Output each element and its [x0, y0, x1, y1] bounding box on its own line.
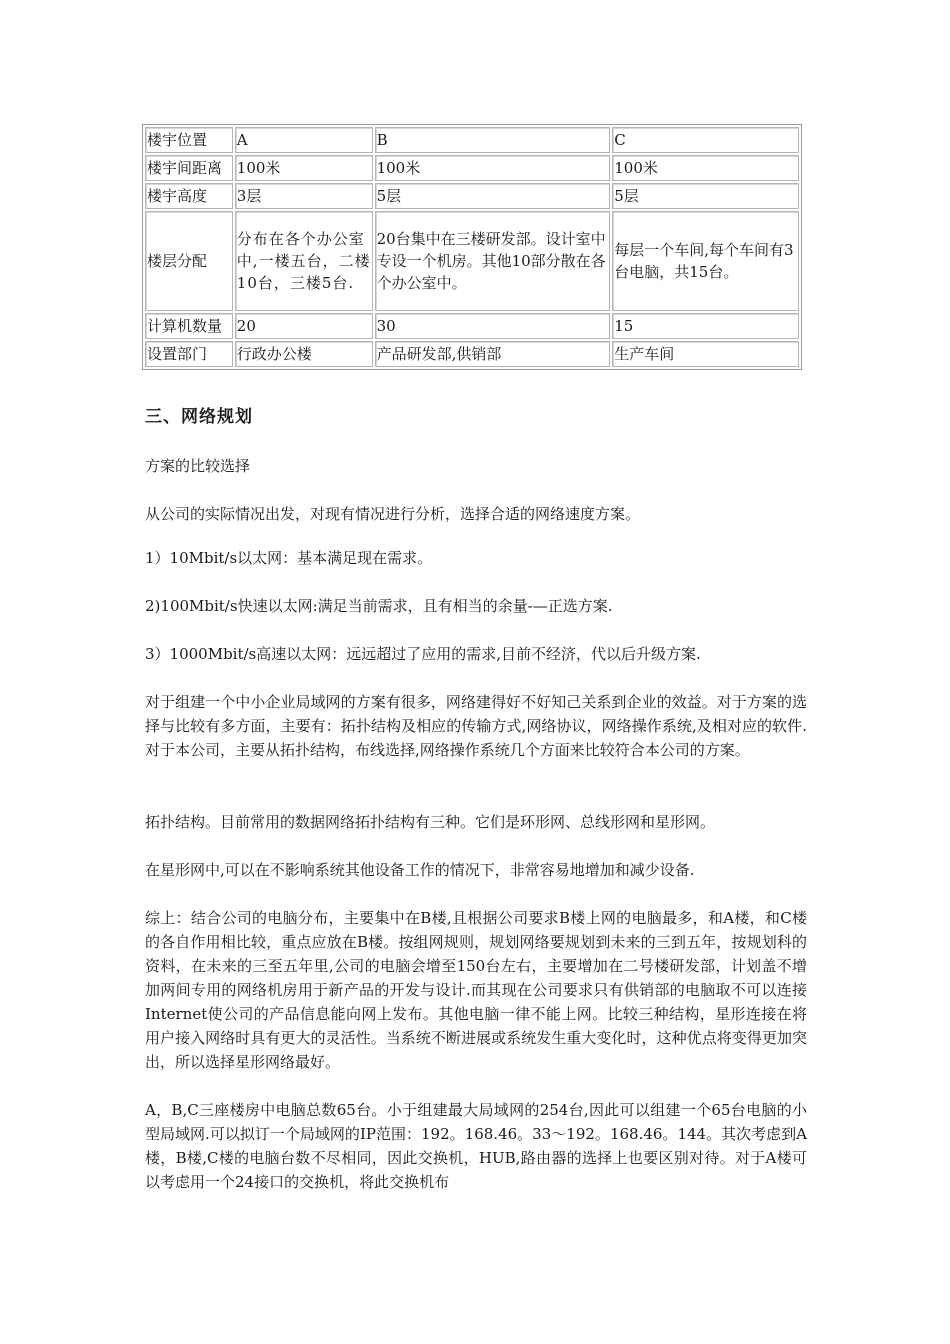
table-cell: 30 — [375, 313, 611, 339]
table-row — [145, 341, 799, 367]
paragraph: 方案的比较选择 — [145, 457, 251, 475]
table-cell: A — [235, 127, 373, 153]
table-row — [145, 211, 799, 311]
table-cell: C — [612, 127, 799, 153]
table-cell: B — [375, 127, 611, 153]
table-cell: 行政办公楼 — [235, 341, 373, 367]
table-cell: 100米 — [612, 155, 799, 181]
table-cell: 20台集中在三楼研发部。设计室中专设一个机房。其他10部分散在各个办公室中。 — [375, 211, 611, 311]
paragraph: 综上：结合公司的电脑分布，主要集中在B楼,且根据公司要求B楼上网的电脑最多，和A楼，和C楼的各自作用相比较，重点应放在B楼。按组网规则，规划网络要规划到未来的三到五年，按规划科的资料，在未来的三至五年里,公司的电脑会增至150台左右，主要增加在二号楼研发部，计划盖不增加两间专用的网络机房用于新产品的开发与设计.而其现在公司要求只有供销部的电脑取不可以连接Internet使公司的产品信息能向网上发布。其他电脑一律不能上网。比较三种结构，星形连接在将用户接入网络时具有更大的灵活性。当系统不断进展或系统发生重大变化时，这种优点将变得更加突出，所以选择星形网络最好。 — [145, 909, 807, 1071]
paragraph: 在星形网中,可以在不影响系统其他设备工作的情况下，非常容易地增加和减少设备. — [145, 861, 695, 879]
table-cell: 20 — [235, 313, 373, 339]
table-cell-label: 设置部门 — [145, 341, 233, 367]
table-cell: 分布在各个办公室中,一楼五台，二楼10台，三楼5台. — [235, 211, 373, 311]
table-cell: 每层一个车间,每个车间有3台电脑，共15台。 — [612, 211, 799, 311]
table-cell: 3层 — [235, 183, 373, 209]
building-table — [142, 124, 802, 370]
table-row — [145, 313, 799, 339]
table-row — [145, 183, 799, 209]
paragraph: 2)100Mbit/s快速以太网:满足当前需求，且有相当的余量-—正选方案. — [145, 597, 613, 615]
table-cell: 100米 — [375, 155, 611, 181]
paragraph: 拓扑结构。目前常用的数据网络拓扑结构有三种。它们是环形网、总线形网和星形网。 — [145, 813, 716, 831]
table-cell: 15 — [612, 313, 799, 339]
table-cell: 5层 — [612, 183, 799, 209]
paragraph: 从公司的实际情况出发，对现有情况进行分析，选择合适的网络速度方案。 — [145, 505, 641, 523]
paragraph: 对于组建一个中小企业局域网的方案有很多，网络建得好不好知己关系到企业的效益。对于方案的选择与比较有多方面，主要有：拓扑结构及相应的传输方式,网络协议，网络操作系统,及相对应的软件.对于本公司，主要从拓扑结构，布线选择,网络操作系统几个方面来比较符合本公司的方案。 — [145, 693, 807, 759]
table-cell-label: 楼宇位置 — [145, 127, 233, 153]
table-cell: 5层 — [375, 183, 611, 209]
paragraph: 1）10Mbit/s以太网：基本满足现在需求。 — [145, 549, 433, 567]
table-cell-label: 楼宇间距离 — [145, 155, 233, 181]
table-cell-label: 计算机数量 — [145, 313, 233, 339]
table-cell-label: 楼层分配 — [145, 211, 233, 311]
table-row — [145, 127, 799, 153]
paragraph: 3）1000Mbit/s高速以太网：远远超过了应用的需求,目前不经济，代以后升级方案. — [145, 645, 701, 663]
section-heading: 三、网络规划 — [145, 407, 253, 427]
table-cell: 产品研发部,供销部 — [375, 341, 611, 367]
table-cell: 生产车间 — [612, 341, 799, 367]
table-row — [145, 155, 799, 181]
paragraph: A，B,C三座楼房中电脑总数65台。小于组建最大局域网的254台,因此可以组建一个65台电脑的小型局域网.可以拟订一个局域网的IP范围：192。168.46。33～192。168.46。144。其次考虑到A楼，B楼,C楼的电脑台数不尽相同，因此交换机，HUB,路由器的选择上也要区别对待。对于A楼可以考虑用一个24接口的交换机，将此交换机布 — [145, 1101, 807, 1191]
table-cell: 100米 — [235, 155, 373, 181]
table-cell-label: 楼宇高度 — [145, 183, 233, 209]
